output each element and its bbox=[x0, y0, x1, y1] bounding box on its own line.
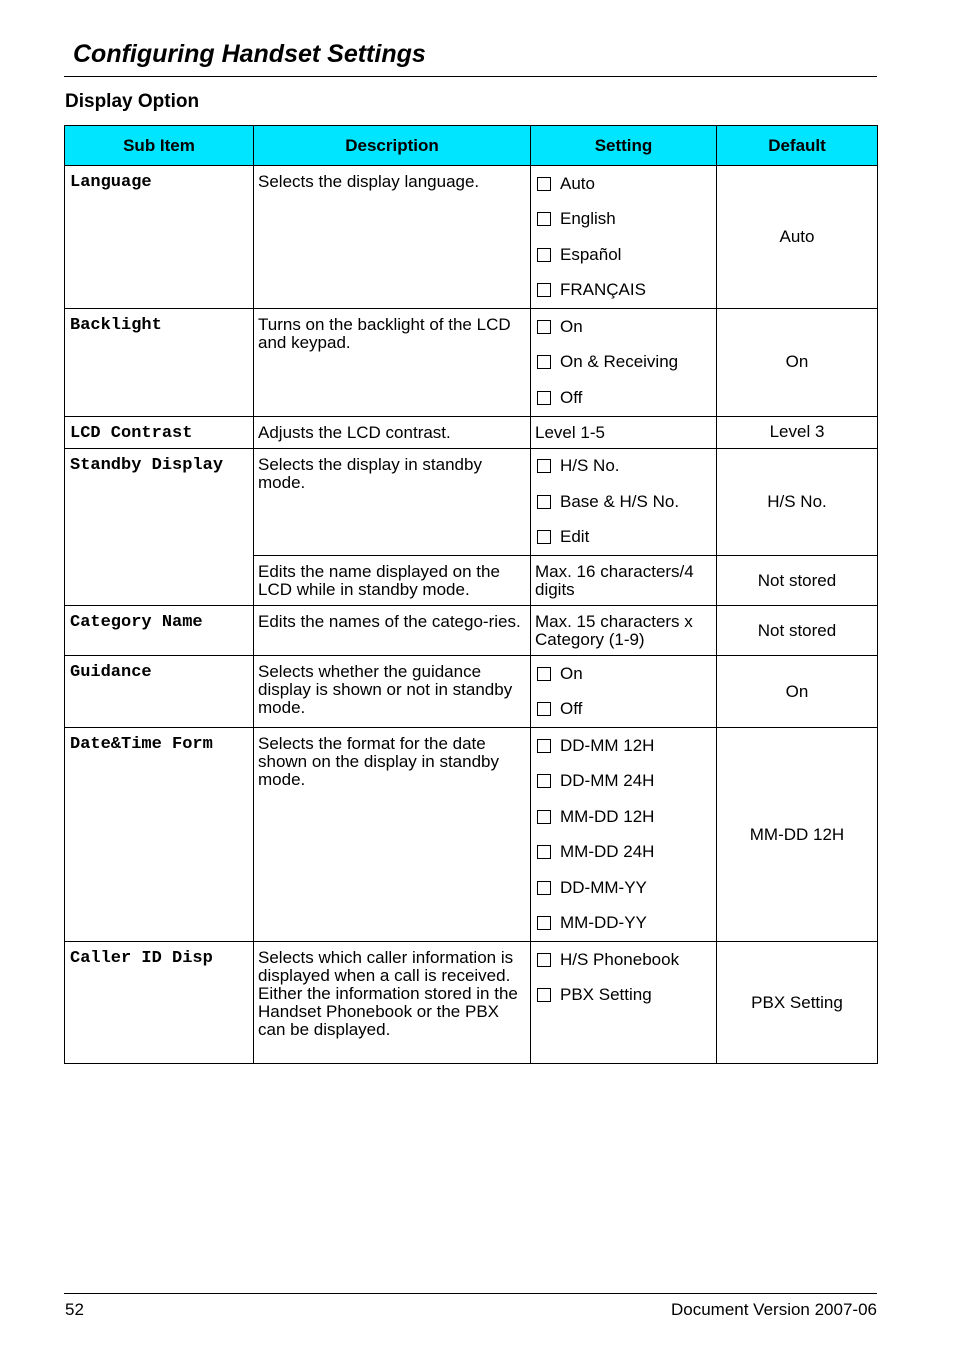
setting-cell: Max. 15 characters x Category (1-9) bbox=[531, 606, 717, 656]
sub-item-cell: Language bbox=[65, 166, 254, 309]
setting-cell bbox=[531, 942, 717, 1064]
description-text: Selects which caller information is displayed when a call is received. bbox=[258, 948, 514, 985]
setting-option[interactable] bbox=[535, 764, 712, 800]
setting-option[interactable] bbox=[535, 835, 712, 871]
table-row bbox=[65, 309, 878, 417]
table-row bbox=[65, 448, 878, 556]
footer-divider bbox=[64, 1293, 877, 1294]
default-cell: MM-DD 12H bbox=[717, 728, 878, 942]
checkbox-icon[interactable] bbox=[537, 283, 551, 297]
option-label: Español bbox=[560, 244, 622, 264]
description-cell: Selects the display language. bbox=[254, 166, 531, 309]
description-cell: Adjusts the LCD contrast. bbox=[254, 416, 531, 448]
column-header-default: Default bbox=[717, 126, 878, 166]
option-label: Base & H/S No. bbox=[560, 491, 680, 511]
table-row bbox=[65, 606, 878, 656]
description-cell: Edits the name displayed on the LCD while in standby mode. bbox=[254, 556, 531, 606]
option-label: DD-MM 12H bbox=[560, 735, 655, 755]
default-cell: Not stored bbox=[717, 556, 878, 606]
sub-item-cell: Backlight bbox=[65, 309, 254, 417]
checkbox-icon[interactable] bbox=[537, 530, 551, 544]
setting-option[interactable] bbox=[535, 380, 712, 416]
option-label: DD-MM-YY bbox=[560, 877, 647, 897]
option-label: Auto bbox=[560, 173, 595, 193]
description-cell: Turns on the backlight of the LCD and keypad. bbox=[254, 309, 531, 417]
section-title: Display Option bbox=[65, 91, 200, 112]
setting-option[interactable] bbox=[535, 728, 712, 764]
option-label: On & Receiving bbox=[560, 352, 679, 372]
setting-option[interactable] bbox=[535, 166, 712, 202]
option-label: H/S Phonebook bbox=[560, 949, 680, 969]
checkbox-icon[interactable] bbox=[537, 810, 551, 824]
table-row bbox=[65, 656, 878, 728]
column-header-sub-item: Sub Item bbox=[65, 126, 254, 166]
page-number: 52 bbox=[65, 1300, 84, 1319]
default-cell: PBX Setting bbox=[717, 942, 878, 1064]
setting-cell bbox=[531, 309, 717, 417]
sub-item-cell: Standby Display bbox=[65, 448, 254, 606]
option-label: English bbox=[560, 209, 616, 229]
option-label: MM-DD 24H bbox=[560, 842, 655, 862]
setting-option[interactable] bbox=[535, 799, 712, 835]
checkbox-icon[interactable] bbox=[537, 248, 551, 262]
setting-option[interactable] bbox=[535, 942, 712, 978]
option-label: On bbox=[560, 663, 583, 683]
table-row bbox=[65, 416, 878, 448]
checkbox-icon[interactable] bbox=[537, 774, 551, 788]
page-title: Configuring Handset Settings bbox=[73, 40, 426, 68]
checkbox-icon[interactable] bbox=[537, 212, 551, 226]
checkbox-icon[interactable] bbox=[537, 667, 551, 681]
checkbox-icon[interactable] bbox=[537, 988, 551, 1002]
default-cell: H/S No. bbox=[717, 448, 878, 556]
checkbox-icon[interactable] bbox=[537, 881, 551, 895]
setting-option[interactable] bbox=[535, 273, 712, 309]
setting-cell bbox=[531, 728, 717, 942]
default-cell: Auto bbox=[717, 166, 878, 309]
checkbox-icon[interactable] bbox=[537, 355, 551, 369]
setting-option[interactable] bbox=[535, 870, 712, 906]
display-option-table bbox=[64, 125, 878, 1064]
checkbox-icon[interactable] bbox=[537, 320, 551, 334]
setting-option[interactable] bbox=[535, 449, 712, 485]
checkbox-icon[interactable] bbox=[537, 953, 551, 967]
default-cell: Level 3 bbox=[717, 416, 878, 448]
setting-cell bbox=[531, 656, 717, 728]
table-row bbox=[65, 942, 878, 1064]
setting-option[interactable] bbox=[535, 656, 712, 692]
sub-item-cell: LCD Contrast bbox=[65, 416, 254, 448]
table-row bbox=[65, 166, 878, 309]
default-cell: On bbox=[717, 656, 878, 728]
checkbox-icon[interactable] bbox=[537, 739, 551, 753]
setting-option[interactable] bbox=[535, 978, 712, 1014]
table-header-row bbox=[65, 126, 878, 166]
setting-cell: Level 1-5 bbox=[531, 416, 717, 448]
setting-option[interactable] bbox=[535, 237, 712, 273]
description-cell: Selects whether the guidance display is shown or not in standby mode. bbox=[254, 656, 531, 728]
option-label: Off bbox=[560, 699, 583, 719]
option-label: FRANÇAIS bbox=[560, 280, 646, 300]
sub-item-cell: Date&Time Form bbox=[65, 728, 254, 942]
setting-option[interactable] bbox=[535, 906, 712, 942]
option-label: Off bbox=[560, 387, 583, 407]
table-row bbox=[65, 728, 878, 942]
option-label: H/S No. bbox=[560, 456, 620, 476]
setting-option[interactable] bbox=[535, 692, 712, 728]
setting-option[interactable] bbox=[535, 484, 712, 520]
option-label: DD-MM 24H bbox=[560, 771, 655, 791]
option-label: Edit bbox=[560, 527, 590, 547]
default-cell: Not stored bbox=[717, 606, 878, 656]
setting-option[interactable] bbox=[535, 345, 712, 381]
sub-item-cell: Category Name bbox=[65, 606, 254, 656]
checkbox-icon[interactable] bbox=[537, 459, 551, 473]
checkbox-icon[interactable] bbox=[537, 177, 551, 191]
title-divider bbox=[64, 76, 877, 77]
sub-item-cell: Caller ID Disp bbox=[65, 942, 254, 1064]
option-label: MM-DD 12H bbox=[560, 806, 655, 826]
option-label: PBX Setting bbox=[560, 985, 652, 1005]
description-cell: Edits the names of the catego-ries. bbox=[254, 606, 531, 656]
checkbox-icon[interactable] bbox=[537, 916, 551, 930]
sub-item-cell: Guidance bbox=[65, 656, 254, 728]
checkbox-icon[interactable] bbox=[537, 495, 551, 509]
default-cell: On bbox=[717, 309, 878, 417]
description-cell: Selects the display in standby mode. bbox=[254, 448, 531, 556]
column-header-setting: Setting bbox=[531, 126, 717, 166]
setting-option[interactable] bbox=[535, 309, 712, 345]
setting-option[interactable] bbox=[535, 202, 712, 238]
setting-cell: Max. 16 characters/4 digits bbox=[531, 556, 717, 606]
description-cell bbox=[254, 942, 531, 1064]
setting-option[interactable] bbox=[535, 520, 712, 556]
option-label: On bbox=[560, 316, 583, 336]
checkbox-icon[interactable] bbox=[537, 702, 551, 716]
column-header-description: Description bbox=[254, 126, 531, 166]
checkbox-icon[interactable] bbox=[537, 391, 551, 405]
setting-cell bbox=[531, 448, 717, 556]
description-text: Either the information stored in the Handset Phonebook or the PBX can be displayed. bbox=[258, 984, 518, 1039]
description-cell: Selects the format for the date shown on the display in standby mode. bbox=[254, 728, 531, 942]
checkbox-icon[interactable] bbox=[537, 845, 551, 859]
setting-cell bbox=[531, 166, 717, 309]
option-label: MM-DD-YY bbox=[560, 913, 647, 933]
document-version: Document Version 2007-06 bbox=[670, 1300, 877, 1319]
